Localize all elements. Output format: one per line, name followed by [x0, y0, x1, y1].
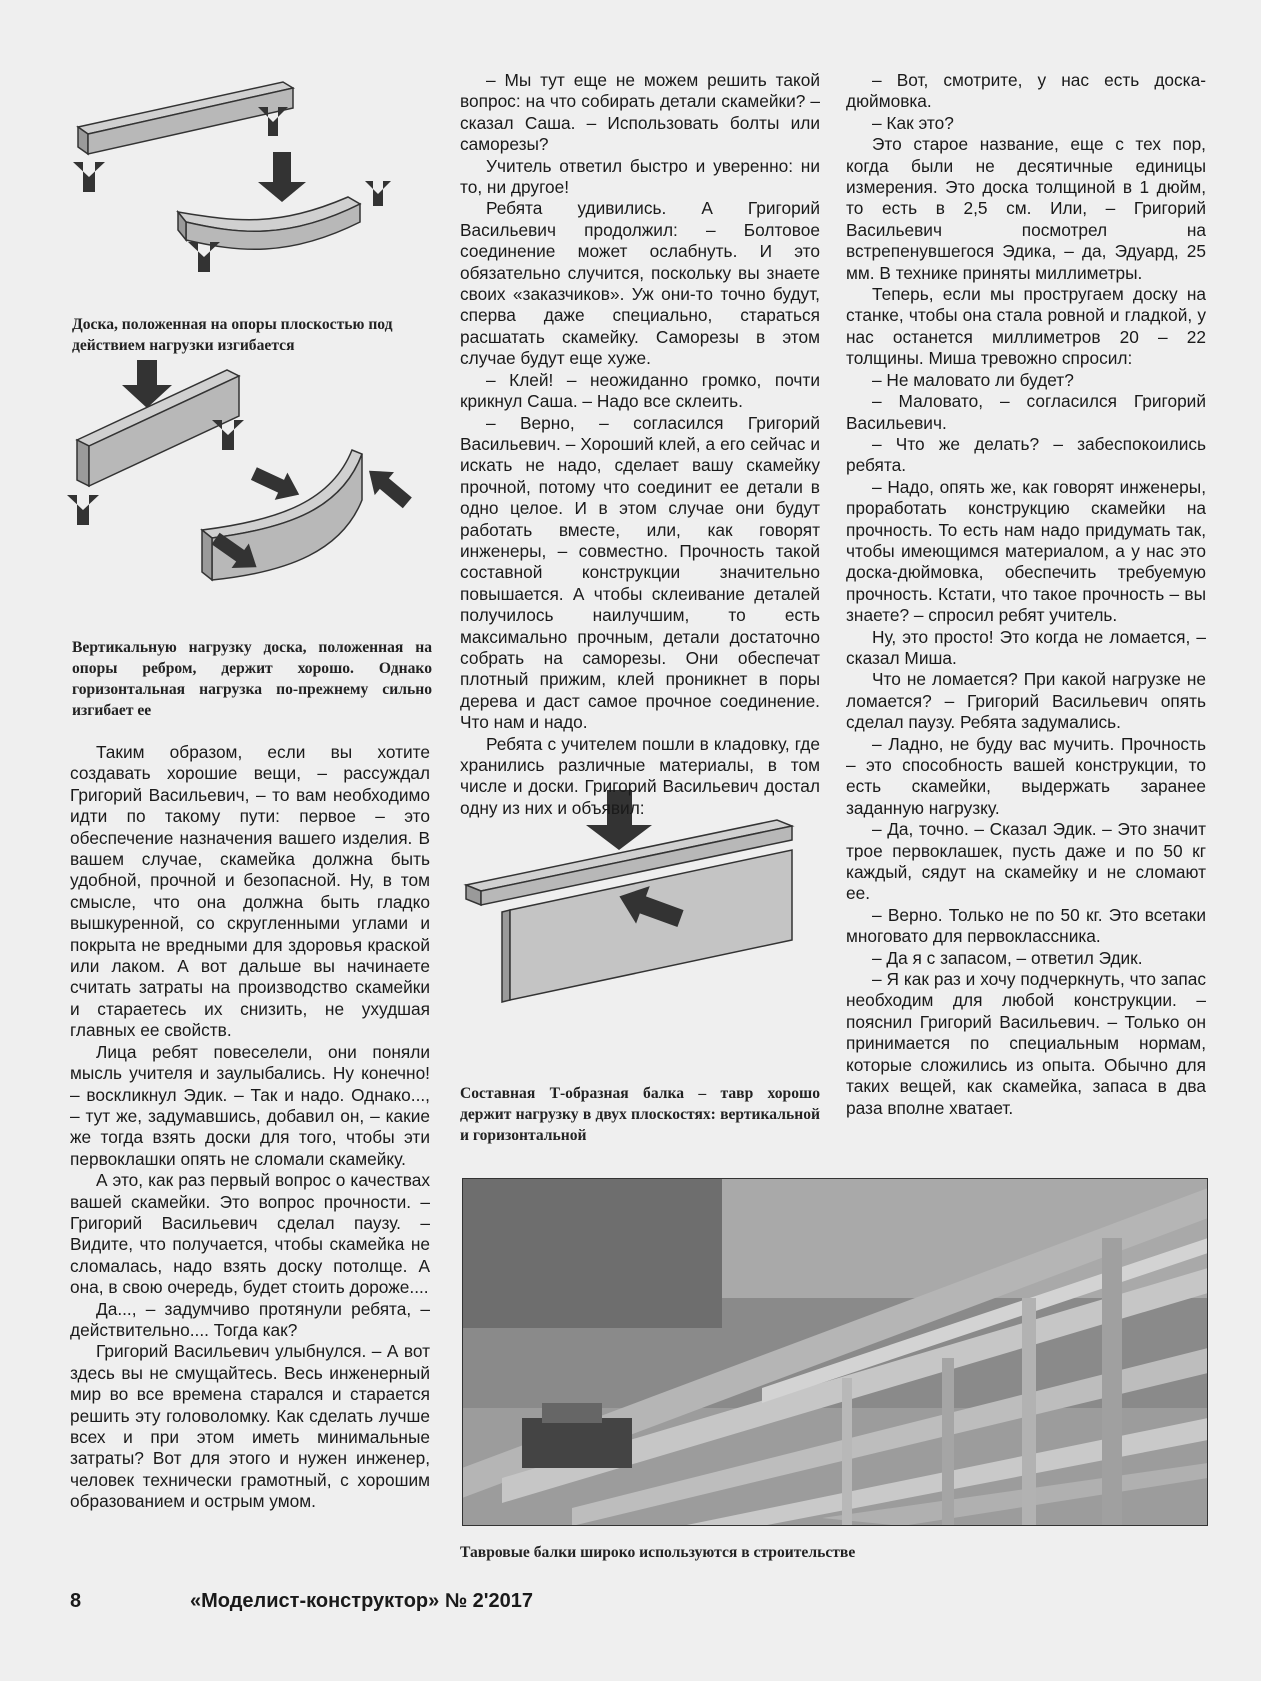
paragraph: – Надо, опять же, как говорят инженеры, проработать конструкцию скамейки на прочность. То есть нам надо придумать так, чтобы имеющимся материалом, а у нас это доска-дюймовка, обеспечить требуемую прочность. Кстати, что такое прочность – вы знаете? – спросил ребят учитель. — [846, 476, 1206, 626]
paragraph: – Да, точно. – Сказал Эдик. – Это значит трое первоклашек, пусть даже и по 50 кг каждый, сядут на скамейку и не сломают ее. — [846, 819, 1206, 904]
paragraph: Что не ломается? При какой нагрузке не ломается? – Григорий Васильевич опять сделал паузу. Ребята задумались. — [846, 669, 1206, 733]
figure-2-caption: Вертикальную нагрузку доска, положенная на опоры ребром, держит хорошо. Однако горизонтальная нагрузка по-прежнему сильно изгибает ее — [72, 639, 432, 719]
paragraph: Григорий Васильевич улыбнулся. – А вот здесь вы не смущайтесь. Весь инженерный мир во все времена старался и старается решить эту головоломку. Как сделать лучше всех и при этом иметь минимальные затраты? Вот для этого и нужен инженер, человек технически грамотный, с хорошим образованием и острым умом. — [70, 1341, 430, 1512]
paragraph: – Клей! – неожиданно громко, почти крикнул Саша. – Надо все склеить. — [460, 369, 820, 412]
text-column-3 — [846, 70, 1206, 1119]
paragraph: – Вот, смотрите, у нас есть доска-дюймовка. — [846, 70, 1206, 112]
text-column-2 — [460, 70, 820, 819]
paragraph: – Ладно, не буду вас мучить. Прочность – это способность вашей конструкции, то есть скамейки, выдержать заранее заданную нагрузку. — [846, 733, 1206, 818]
construction-photo — [462, 1178, 1208, 1526]
paragraph: – Как это? — [872, 112, 954, 133]
text-column-1 — [70, 742, 430, 1513]
paragraph: Да..., – задумчиво протянули ребята, – действительно.... Тогда как? — [70, 1298, 430, 1340]
photo-caption: Тавровые балки широко используются в строительстве — [460, 1544, 856, 1561]
paragraph: – Не маловато ли будет? — [872, 369, 1074, 390]
paragraph: Учитель ответил быстро и уверенно: ни то, ни другое! — [460, 155, 820, 198]
paragraph: – Верно, – согласился Григорий Васильевич. – Хороший клей, а его сейчас и искать не надо, сделает вашу скамейку прочной, потому что соединит ее детали в одно целое. И в этом случае они будут работать вместе, или, как говорят инженеры, – совместно. Прочность такой составной конструкции значительно повышается. А чтобы склеивание деталей получилось наилучшим, то есть максимально прочным, детали достаточно собрать на саморезы. Они обеспечат плотный прижим, клей проникнет в поры дерева и даст самое прочное соединение. Что нам и надо. — [460, 412, 820, 733]
paragraph: Ну, это просто! Это когда не ломается, – сказал Миша. — [846, 626, 1206, 668]
paragraph: Это старое название, еще с тех пор, когда были не десятичные единицы измерения. Это доска толщиной в 1 дюйм, то есть в 2,5 см. Или, – Григорий Васильевич посмотрел на встрепенувшегося Эдика, – да, Эдуард, 25 мм. В технике приняты миллиметры. — [846, 134, 1206, 283]
paragraph: Теперь, если мы простругаем доску на станке, чтобы она стала ровной и гладкой, у нас останется миллиметров 20 – 22 толщины. Миша тревожно спросил: — [846, 284, 1206, 369]
page-number: 8 — [70, 1590, 82, 1612]
paragraph: – Маловато, – согласился Григорий Васильевич. — [846, 391, 1206, 433]
figure-board-on-edge — [62, 350, 442, 590]
figure-1-caption: Доска, положенная на опоры плоскостью под действием нагрузки изгибается — [72, 316, 393, 354]
paragraph: – Да я с запасом, – ответил Эдик. — [872, 947, 1143, 968]
paragraph: – Я как раз и хочу подчеркнуть, что запас необходим для любой конструкции. – пояснил Григорий Васильевич. – Только он принимается по специальным нормам, которые сложились из опыта. Обычно для таких вещей, как скамейка, запаса в два раза вполне хватает. — [846, 969, 1206, 1118]
paragraph: Таким образом, если вы хотите создавать хорошие вещи, – рассуждал Григорий Васильевич, – то вам необходимо идти по такому пути: первое – это обеспечение назначения вашего изделия. В вашем случае, скамейка должна быть удобной, прочной и безопасной. Ну, в том смысле, что она должна быть гладко вышкуренной, со скругленными углами и покрыта не вредными для здоровья краской или лаком. А вот дальше вы начинаете считать затраты на производство скамейки и стараетесь их снизить, не ухудшая главных ее свойств. — [70, 742, 430, 1041]
figure-flat-board-bending — [68, 72, 448, 302]
paragraph: – Что же делать? – забеспокоились ребята. — [846, 433, 1206, 476]
figure-3-caption: Составная Т-образная балка – тавр хорошо держит нагрузку в двух плоскостях: вертикальной и горизонтальной — [460, 1085, 820, 1144]
paragraph: А это, как раз первый вопрос о качествах вашей скамейки. Это вопрос прочности. – Григорий Васильевич сделал паузу. – Видите, что получается, чтобы скамейка не сломалась, надо взять доску потолще. А она, в свою очередь, будет стоить дороже.... — [70, 1170, 430, 1298]
paragraph: Лица ребят повеселели, они поняли мысль учителя и заулыбались. Ну конечно! – воскликнул Эдик. – Так и надо. Однако..., – тут же, задумавшись, добавил он, – какие же тогда взять доски для того, чтобы эти первоклашки опять не сломали скамейку. — [70, 1041, 430, 1169]
paragraph: – Верно. Только не по 50 кг. Это всетаки многовато для первоклассника. — [846, 904, 1206, 947]
paragraph: Ребята удивились. А Григорий Васильевич продолжил: – Болтовое соединение может ослабнуть. И это обязательно случится, поскольку вы знаете своих «заказчиков». Уж они-то точно будут, сперва даже специально, стараться расшатать скамейку. Саморезы в этом случае будут еще хуже. — [460, 198, 820, 369]
paragraph: Ребята с учителем пошли в кладовку, где хранились различные материалы, в том числе и доски. Григорий Васильевич достал одну из них и объявил: — [460, 733, 820, 818]
magazine-title: «Моделист-конструктор» № 2'2017 — [190, 1590, 534, 1612]
paragraph: – Мы тут еще не можем решить такой вопрос: на что собирать детали скамейки? – сказал Саша. – Использовать болты или саморезы? — [460, 70, 820, 155]
